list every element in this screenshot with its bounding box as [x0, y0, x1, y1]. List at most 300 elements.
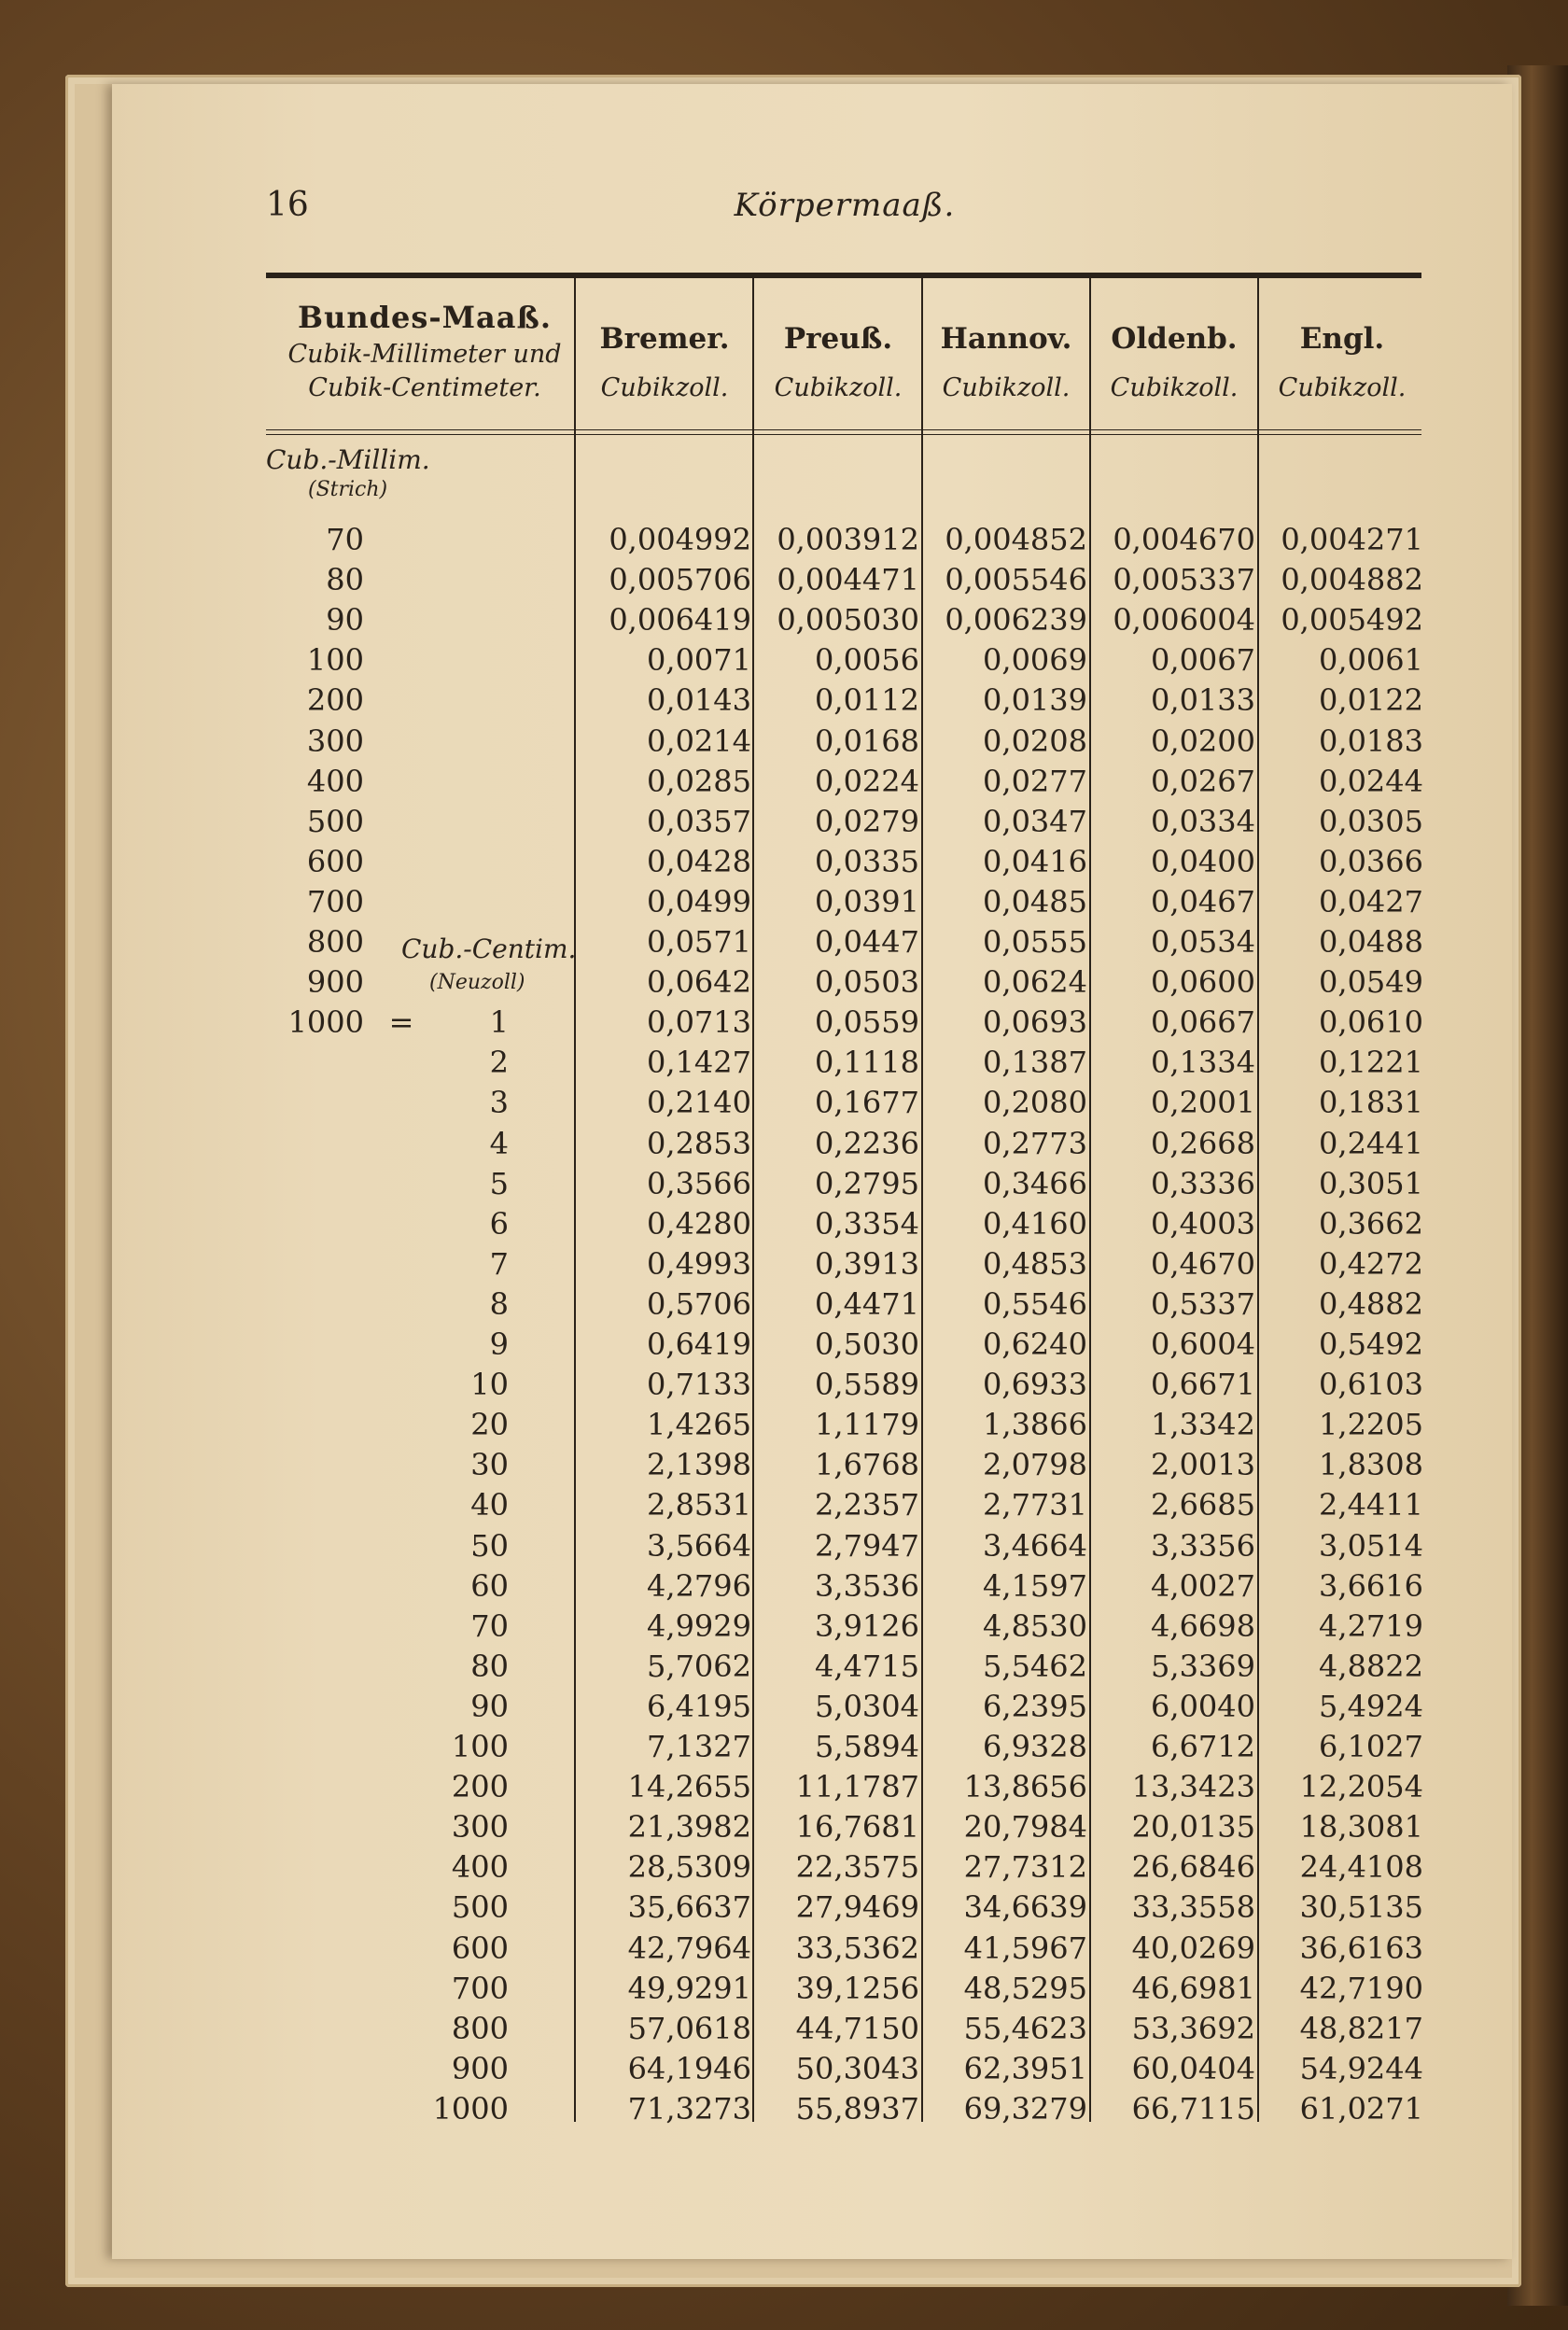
cell-value: 41,5967: [963, 1930, 1087, 1966]
page-title: Körpermaaß.: [734, 187, 956, 224]
cell-cubic-centimeter: 900: [451, 2050, 509, 2086]
table-row: [0, 1847, 1568, 1888]
cell-value: 0,0335: [815, 843, 919, 879]
cell-value: 0,006004: [1113, 602, 1255, 639]
cell-value: 0,4993: [647, 1245, 751, 1282]
cell-value: 0,4471: [815, 1285, 919, 1322]
table-row: [0, 882, 1568, 922]
cell-value: 0,0183: [1319, 723, 1423, 759]
cell-value: 35,6637: [627, 1889, 751, 1926]
cell-value: 0,5589: [815, 1367, 919, 1403]
column-header-engl: [1258, 317, 1426, 416]
cell-value: 55,4623: [963, 2010, 1087, 2046]
cell-value: 0,0133: [1151, 682, 1255, 719]
cell-value: 0,2853: [647, 1125, 751, 1161]
category-label-millimeter: Cub.-Millim.: [266, 444, 430, 475]
running-head: [266, 177, 1423, 233]
cell-value: 0,5706: [647, 1285, 751, 1322]
cell-value: 0,6004: [1151, 1326, 1255, 1362]
main-column-header: [271, 297, 579, 405]
table-row: [0, 1204, 1568, 1244]
cell-value: 0,1831: [1319, 1085, 1423, 1121]
cell-value: 4,9929: [647, 1607, 751, 1644]
cell-value: 1,2205: [1319, 1407, 1423, 1443]
table-row: [0, 962, 1568, 1003]
cell-value: 0,0143: [647, 682, 751, 719]
cell-value: 0,006239: [945, 602, 1087, 639]
cell-value: 0,005337: [1113, 562, 1255, 598]
column-header-unit: Cubikzoll.: [774, 373, 903, 402]
cell-value: 0,1334: [1151, 1045, 1255, 1081]
table-row: [0, 1164, 1568, 1204]
cell-value: 27,7312: [963, 1849, 1087, 1886]
cell-value: 49,9291: [627, 1970, 751, 2006]
cell-value: 11,1787: [795, 1769, 919, 1805]
cell-value: 0,6671: [1151, 1367, 1255, 1403]
cell-value: 2,7947: [815, 1527, 919, 1564]
cell-value: 0,0693: [983, 1004, 1087, 1041]
cell-value: 22,3575: [795, 1849, 919, 1886]
cell-value: 0,1427: [647, 1045, 751, 1081]
cell-value: 0,006419: [609, 602, 751, 639]
cell-value: 6,9328: [983, 1729, 1087, 1764]
cell-value: 0,2236: [815, 1125, 919, 1161]
table-row: [0, 1767, 1568, 1807]
cell-value: 3,5664: [647, 1527, 751, 1564]
cell-value: 0,0485: [983, 883, 1087, 919]
cell-cubic-millimeter: 300: [306, 723, 364, 759]
cell-value: 0,2441: [1319, 1125, 1423, 1161]
cell-value: 0,6240: [983, 1326, 1087, 1362]
cell-cubic-centimeter: 2: [489, 1045, 509, 1081]
table-row: [0, 1003, 1568, 1043]
cell-value: 0,0571: [647, 924, 751, 960]
cell-value: 0,4280: [647, 1205, 751, 1242]
cell-value: 0,0305: [1319, 803, 1423, 839]
cell-cubic-centimeter: 200: [451, 1769, 509, 1805]
cell-cubic-millimeter: 500: [306, 803, 364, 839]
cell-value: 2,1398: [647, 1447, 751, 1483]
main-header-subtitle-1: Cubik-Millimeter und: [287, 340, 562, 369]
cell-value: 0,0467: [1151, 883, 1255, 919]
category-sublabel-neuzoll: (Neuzoll): [429, 971, 525, 994]
table-row: [0, 1244, 1568, 1284]
table-row: [0, 681, 1568, 721]
cell-value: 0,1677: [815, 1085, 919, 1121]
cell-value: 0,0447: [815, 924, 919, 960]
cell-value: 0,5337: [1151, 1285, 1255, 1322]
cell-value: 0,3354: [815, 1205, 919, 1242]
cell-value: 4,6698: [1151, 1607, 1255, 1644]
cell-value: 0,4160: [983, 1205, 1087, 1242]
cell-value: 0,2080: [983, 1085, 1087, 1121]
cell-cubic-millimeter: 600: [306, 843, 364, 879]
cell-value: 0,0267: [1151, 763, 1255, 799]
cell-value: 0,005546: [945, 562, 1087, 598]
table-row: [0, 1365, 1568, 1405]
table-row: [0, 2049, 1568, 2089]
cell-value: 0,0139: [983, 682, 1087, 719]
cell-value: 0,0499: [647, 883, 751, 919]
cell-value: 3,6616: [1319, 1567, 1423, 1604]
cell-value: 0,0559: [815, 1004, 919, 1041]
cell-value: 0,0713: [647, 1004, 751, 1041]
cell-cubic-centimeter: 3: [489, 1085, 509, 1121]
cell-value: 2,8531: [647, 1487, 751, 1523]
cell-value: 0,2795: [815, 1165, 919, 1201]
cell-value: 0,1221: [1319, 1045, 1423, 1081]
cell-value: 0,0277: [983, 763, 1087, 799]
column-header-bremer: [581, 317, 749, 416]
cell-value: 0,004471: [777, 562, 919, 598]
cell-value: 0,0416: [983, 843, 1087, 879]
cell-value: 0,0334: [1151, 803, 1255, 839]
cell-value: 0,5030: [815, 1326, 919, 1362]
cell-value: 16,7681: [795, 1809, 919, 1846]
header-separator-rule: [266, 429, 1421, 435]
cell-cubic-centimeter: 400: [451, 1849, 509, 1886]
cell-cubic-millimeter: 800: [306, 924, 364, 960]
cell-value: 54,9244: [1299, 2050, 1423, 2086]
cell-value: 60,0404: [1131, 2050, 1255, 2086]
table-row: [0, 1727, 1568, 1767]
table-row: [0, 1485, 1568, 1525]
table-row: [0, 520, 1568, 560]
cell-value: 55,8937: [795, 2090, 919, 2126]
cell-value: 0,0600: [1151, 964, 1255, 1001]
cell-value: 6,2395: [983, 1688, 1087, 1724]
cell-value: 46,6981: [1131, 1970, 1255, 2006]
cell-value: 71,3273: [627, 2090, 751, 2126]
table-row: [0, 1043, 1568, 1083]
cell-value: 2,7731: [983, 1487, 1087, 1523]
cell-value: 0,0061: [1319, 642, 1423, 679]
column-header-unit: Cubikzoll.: [1278, 373, 1407, 402]
cell-value: 48,8217: [1299, 2010, 1423, 2046]
cell-value: 6,1027: [1319, 1729, 1423, 1764]
cell-value: 3,3536: [815, 1567, 919, 1604]
cell-value: 39,1256: [795, 1970, 919, 2006]
cell-value: 50,3043: [795, 2050, 919, 2086]
cell-value: 0,0168: [815, 723, 919, 759]
cell-value: 62,3951: [963, 2050, 1087, 2086]
cell-value: 0,0555: [983, 924, 1087, 960]
cell-cubic-centimeter: 300: [451, 1809, 509, 1846]
cell-value: 44,7150: [795, 2010, 919, 2046]
cell-value: 20,0135: [1131, 1809, 1255, 1846]
column-header-name: Oldenb.: [1111, 322, 1238, 356]
cell-cubic-millimeter: 1000: [287, 1004, 364, 1041]
cell-value: 0,4272: [1319, 1245, 1423, 1282]
cell-cubic-millimeter: 70: [326, 522, 364, 557]
cell-value: 0,2668: [1151, 1125, 1255, 1161]
table-row: [0, 722, 1568, 762]
cell-value: 0,0642: [647, 964, 751, 1001]
cell-value: 0,5492: [1319, 1326, 1423, 1362]
cell-value: 26,6846: [1131, 1849, 1255, 1886]
cell-value: 0,0069: [983, 642, 1087, 679]
category-label-centimeter: Cub.-Centim.: [401, 933, 577, 964]
cell-value: 0,0112: [815, 682, 919, 719]
column-header-unit: Cubikzoll.: [600, 373, 729, 402]
cell-value: 3,4664: [983, 1527, 1087, 1564]
cell-value: 0,0067: [1151, 642, 1255, 679]
cell-cubic-millimeter: 80: [326, 562, 364, 598]
table-row: [0, 1566, 1568, 1607]
cell-value: 1,6768: [815, 1447, 919, 1483]
cell-value: 5,5894: [815, 1729, 919, 1764]
cell-cubic-centimeter: 7: [489, 1245, 509, 1282]
cell-value: 0,005706: [609, 562, 751, 598]
cell-cubic-centimeter: 30: [470, 1447, 509, 1483]
column-header-name: Hannov.: [940, 322, 1072, 356]
cell-value: 2,4411: [1319, 1487, 1423, 1523]
cell-value: 27,9469: [795, 1889, 919, 1926]
cell-value: 34,6639: [963, 1889, 1087, 1926]
table-row: [0, 1284, 1568, 1325]
cell-cubic-centimeter: 50: [470, 1527, 509, 1564]
cell-value: 33,3558: [1131, 1889, 1255, 1926]
cell-value: 0,3336: [1151, 1165, 1255, 1201]
cell-value: 0,005030: [777, 602, 919, 639]
table-row: [0, 1969, 1568, 2009]
table-row: [0, 1526, 1568, 1566]
cell-value: 0,003912: [777, 522, 919, 557]
cell-cubic-centimeter: 10: [470, 1367, 509, 1403]
cell-value: 0,0667: [1151, 1004, 1255, 1041]
table-row: [0, 640, 1568, 681]
cell-cubic-centimeter: 5: [489, 1165, 509, 1201]
cell-value: 0,0428: [647, 843, 751, 879]
cell-cubic-centimeter: 6: [489, 1205, 509, 1242]
cell-value: 4,2719: [1319, 1607, 1423, 1644]
cell-value: 2,0013: [1151, 1447, 1255, 1483]
cell-cubic-centimeter: 1: [489, 1004, 509, 1041]
cell-equals-sign: =: [388, 1004, 414, 1041]
cell-value: 0,4882: [1319, 1285, 1423, 1322]
table-row: [0, 2009, 1568, 2049]
cell-value: 42,7190: [1299, 1970, 1423, 2006]
table-row: [0, 1124, 1568, 1164]
cell-value: 0,3466: [983, 1165, 1087, 1201]
cell-value: 0,2001: [1151, 1085, 1255, 1121]
cell-value: 0,0071: [647, 642, 751, 679]
cell-cubic-centimeter: 40: [470, 1487, 509, 1523]
cell-value: 4,8822: [1319, 1648, 1423, 1684]
page-number: 16: [266, 186, 309, 224]
cell-value: 0,0244: [1319, 763, 1423, 799]
cell-cubic-millimeter: 900: [306, 964, 364, 1001]
column-header-unit: Cubikzoll.: [1110, 373, 1239, 402]
table-row: [0, 1929, 1568, 1969]
cell-value: 0,3566: [647, 1165, 751, 1201]
cell-value: 48,5295: [963, 1970, 1087, 2006]
cell-value: 12,2054: [1299, 1769, 1423, 1805]
cell-cubic-centimeter: 9: [489, 1326, 509, 1362]
cell-value: 0,0427: [1319, 883, 1423, 919]
cell-value: 18,3081: [1299, 1809, 1423, 1846]
cell-cubic-millimeter: 700: [306, 883, 364, 919]
cell-value: 0,0214: [647, 723, 751, 759]
cell-value: 0,0534: [1151, 924, 1255, 960]
main-header-subtitle-2: Cubik-Centimeter.: [308, 373, 541, 402]
column-header-preuss: [754, 317, 922, 416]
cell-value: 5,0304: [815, 1688, 919, 1724]
cell-cubic-centimeter: 600: [451, 1930, 509, 1966]
table-row: [0, 762, 1568, 802]
cell-value: 4,4715: [815, 1648, 919, 1684]
column-header-name: Bremer.: [599, 322, 730, 356]
cell-value: 2,2357: [815, 1487, 919, 1523]
table-top-rule: [266, 273, 1421, 278]
table-row: [0, 1807, 1568, 1847]
cell-value: 0,0347: [983, 803, 1087, 839]
cell-value: 53,3692: [1131, 2010, 1255, 2046]
cell-value: 0,004882: [1281, 562, 1423, 598]
cell-value: 0,0357: [647, 803, 751, 839]
cell-value: 5,4924: [1319, 1688, 1423, 1724]
cell-value: 4,0027: [1151, 1567, 1255, 1604]
table-row: [0, 1405, 1568, 1445]
cell-cubic-centimeter: 800: [451, 2010, 509, 2046]
cell-value: 0,1387: [983, 1045, 1087, 1081]
cell-value: 0,0208: [983, 723, 1087, 759]
table-row: [0, 2089, 1568, 2129]
cell-value: 6,0040: [1151, 1688, 1255, 1724]
cell-value: 3,3356: [1151, 1527, 1255, 1564]
cell-value: 0,0488: [1319, 924, 1423, 960]
cell-value: 66,7115: [1131, 2090, 1255, 2126]
cell-value: 0,004271: [1281, 522, 1423, 557]
cell-value: 0,4670: [1151, 1245, 1255, 1282]
cell-value: 0,0503: [815, 964, 919, 1001]
cell-value: 13,3423: [1131, 1769, 1255, 1805]
cell-value: 1,1179: [815, 1407, 919, 1443]
cell-cubic-centimeter: 4: [489, 1125, 509, 1161]
cell-cubic-centimeter: 700: [451, 1970, 509, 2006]
cell-value: 21,3982: [627, 1809, 751, 1846]
cell-value: 36,6163: [1299, 1930, 1423, 1966]
cell-value: 0,0200: [1151, 723, 1255, 759]
cell-value: 6,4195: [647, 1688, 751, 1724]
cell-value: 0,0610: [1319, 1004, 1423, 1041]
table-row: [0, 802, 1568, 842]
cell-value: 0,3913: [815, 1245, 919, 1282]
cell-value: 0,2140: [647, 1085, 751, 1121]
cell-value: 2,0798: [983, 1447, 1087, 1483]
cell-value: 4,2796: [647, 1567, 751, 1604]
cell-value: 0,0285: [647, 763, 751, 799]
cell-cubic-centimeter: 20: [470, 1407, 509, 1443]
cell-value: 0,0624: [983, 964, 1087, 1001]
column-header-unit: Cubikzoll.: [942, 373, 1071, 402]
table-row: [0, 600, 1568, 640]
cell-value: 0,5546: [983, 1285, 1087, 1322]
cell-value: 7,1327: [647, 1729, 751, 1764]
cell-value: 28,5309: [627, 1849, 751, 1886]
table-row: [0, 1687, 1568, 1727]
cell-value: 0,4853: [983, 1245, 1087, 1282]
table-row: [0, 1325, 1568, 1365]
column-header-name: Engl.: [1299, 322, 1385, 356]
column-header-hannov: [922, 317, 1090, 416]
cell-value: 33,5362: [795, 1930, 919, 1966]
cell-value: 0,0056: [815, 642, 919, 679]
cell-value: 0,7133: [647, 1367, 751, 1403]
cell-value: 69,3279: [963, 2090, 1087, 2126]
cell-cubic-centimeter: 8: [489, 1285, 509, 1322]
cell-value: 40,0269: [1131, 1930, 1255, 1966]
cell-cubic-centimeter: 70: [470, 1607, 509, 1644]
cell-value: 0,4003: [1151, 1205, 1255, 1242]
cell-value: 4,1597: [983, 1567, 1087, 1604]
cell-cubic-millimeter: 400: [306, 763, 364, 799]
table-row: [0, 1445, 1568, 1485]
cell-value: 0,0549: [1319, 964, 1423, 1001]
cell-value: 5,7062: [647, 1648, 751, 1684]
cell-value: 5,5462: [983, 1648, 1087, 1684]
cell-value: 14,2655: [627, 1769, 751, 1805]
cell-cubic-centimeter: 60: [470, 1567, 509, 1604]
cell-cubic-centimeter: 1000: [432, 2090, 509, 2126]
cell-value: 0,004992: [609, 522, 751, 557]
table-row: [0, 922, 1568, 962]
cell-value: 0,6419: [647, 1326, 751, 1362]
column-header-name: Preuß.: [783, 322, 893, 356]
cell-value: 57,0618: [627, 2010, 751, 2046]
table-row: [0, 842, 1568, 882]
cell-value: 0,0366: [1319, 843, 1423, 879]
cell-value: 0,0122: [1319, 682, 1423, 719]
cell-value: 3,0514: [1319, 1527, 1423, 1564]
cell-value: 0,005492: [1281, 602, 1423, 639]
cell-cubic-centimeter: 500: [451, 1889, 509, 1926]
cell-value: 1,3342: [1151, 1407, 1255, 1443]
cell-value: 42,7964: [627, 1930, 751, 1966]
cell-value: 20,7984: [963, 1809, 1087, 1846]
cell-value: 2,6685: [1151, 1487, 1255, 1523]
cell-value: 0,3051: [1319, 1165, 1423, 1201]
cell-cubic-millimeter: 200: [306, 682, 364, 719]
cell-cubic-millimeter: 100: [306, 642, 364, 679]
table-row: [0, 1888, 1568, 1928]
table-row: [0, 1647, 1568, 1687]
cell-value: 0,6933: [983, 1367, 1087, 1403]
cell-value: 1,3866: [983, 1407, 1087, 1443]
cell-value: 64,1946: [627, 2050, 751, 2086]
cell-value: 0,0224: [815, 763, 919, 799]
cell-value: 0,1118: [815, 1045, 919, 1081]
table-row: [0, 1607, 1568, 1647]
cell-value: 30,5135: [1299, 1889, 1423, 1926]
cell-value: 3,9126: [815, 1607, 919, 1644]
table-row: [0, 560, 1568, 600]
cell-cubic-millimeter: 90: [326, 602, 364, 639]
cell-cubic-centimeter: 100: [451, 1729, 509, 1764]
cell-value: 4,8530: [983, 1607, 1087, 1644]
column-header-oldenb: [1090, 317, 1258, 416]
cell-cubic-centimeter: 90: [470, 1688, 509, 1724]
category-sublabel-strich: (Strich): [308, 478, 388, 501]
cell-value: 0,0279: [815, 803, 919, 839]
cell-value: 13,8656: [963, 1769, 1087, 1805]
cell-value: 24,4108: [1299, 1849, 1423, 1886]
cell-value: 0,004670: [1113, 522, 1255, 557]
cell-value: 0,0400: [1151, 843, 1255, 879]
main-header-title: Bundes-Maaß.: [298, 300, 552, 335]
cell-value: 1,4265: [647, 1407, 751, 1443]
cell-cubic-centimeter: 80: [470, 1648, 509, 1684]
